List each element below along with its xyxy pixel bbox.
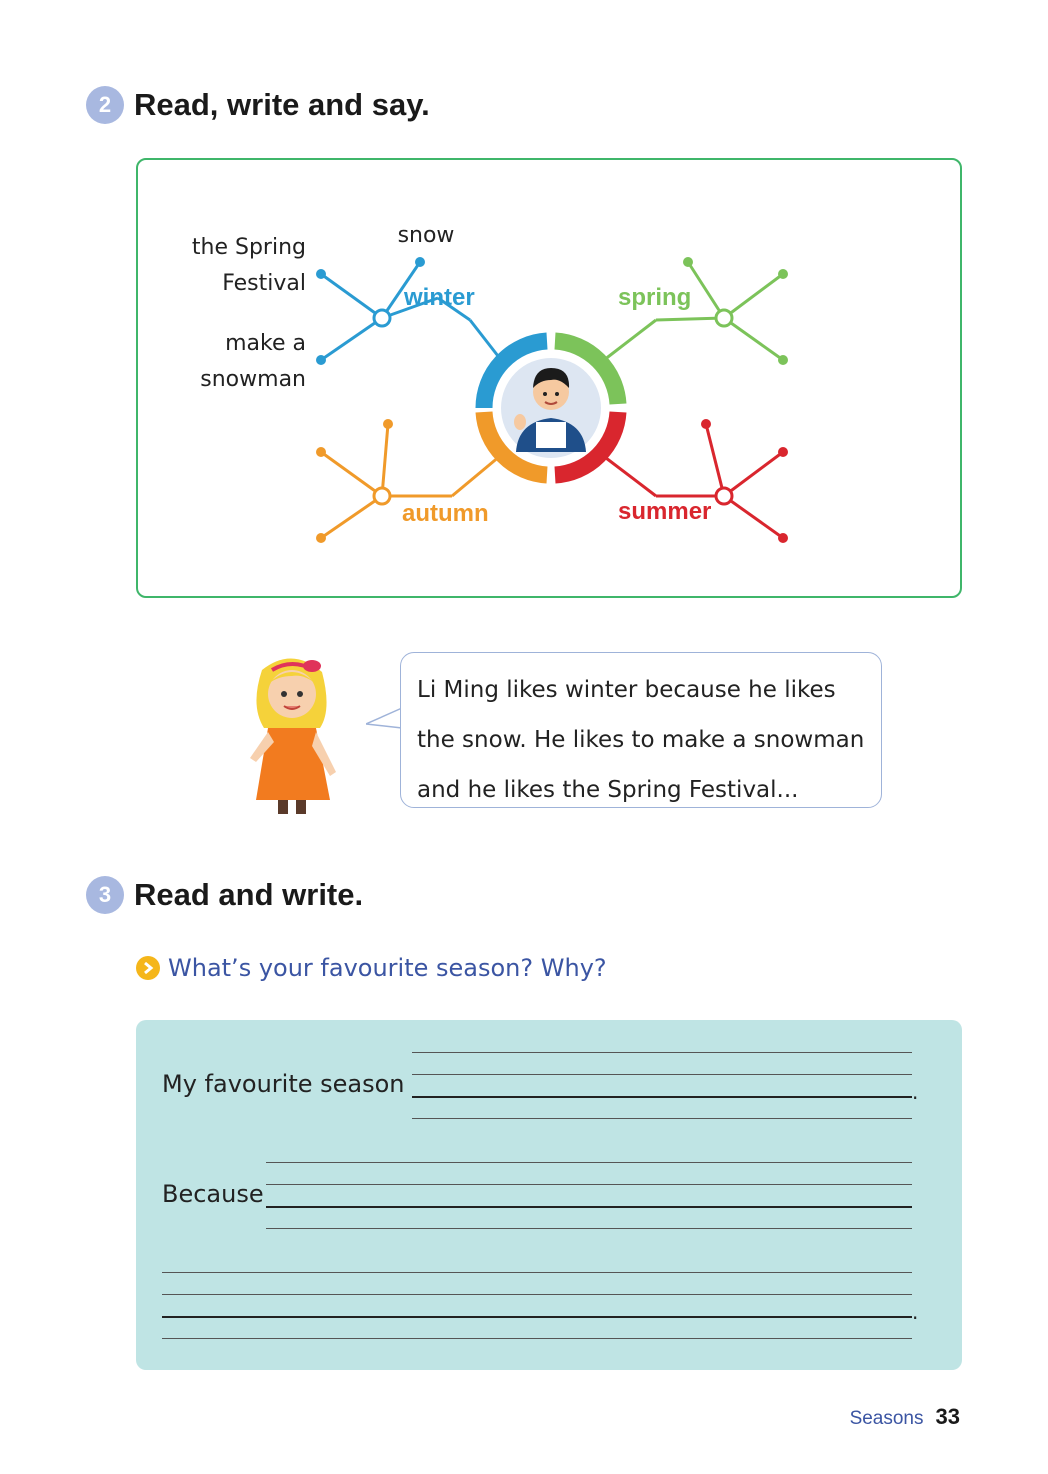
branch-spring-festival-line2: Festival: [222, 271, 306, 296]
writing-line[interactable]: [412, 1118, 912, 1119]
writing-line[interactable]: [412, 1052, 912, 1053]
branch-spring-festival-line1: the Spring: [191, 235, 306, 260]
page-footer: [850, 1404, 960, 1430]
summer-dot: [701, 419, 711, 429]
exercise-number-badge: 3: [86, 876, 124, 914]
favourite-season-label: My favourite season: [162, 1070, 405, 1098]
writing-line[interactable]: [162, 1338, 912, 1339]
girl-illustration-icon: [232, 650, 352, 816]
writing-line[interactable]: [162, 1272, 912, 1273]
speech-line: the snow. He likes to make a snowman: [417, 727, 865, 753]
exercise-title: Read and write.: [134, 877, 364, 912]
question-text: What’s your favourite season? Why?: [168, 954, 607, 982]
autumn-node: [374, 488, 390, 504]
question-prompt: [136, 954, 607, 982]
writing-line[interactable]: [162, 1294, 912, 1295]
writing-line[interactable]: [266, 1228, 912, 1229]
page-number: 33: [935, 1404, 960, 1429]
arrow-right-icon: [136, 956, 160, 980]
speech-line: and he likes the Spring Festival...: [417, 777, 799, 803]
writing-line[interactable]: [412, 1074, 912, 1075]
season-label-spring: spring: [618, 284, 692, 311]
season-label-autumn: autumn: [402, 500, 489, 527]
speech-bubble: [400, 652, 882, 808]
footer-section-title: Seasons: [849, 1408, 924, 1429]
because-label: Because: [162, 1180, 264, 1208]
period-mark: .: [912, 1300, 919, 1324]
winter-dot: [316, 355, 326, 365]
writing-line-main[interactable]: [162, 1316, 912, 1318]
winter-dot: [415, 257, 425, 267]
season-label-summer: summer: [618, 498, 712, 525]
autumn-dot: [316, 447, 326, 457]
autumn-dot: [316, 533, 326, 543]
spring-dot: [778, 269, 788, 279]
summer-dot: [778, 447, 788, 457]
exercise-3-heading: [86, 876, 363, 914]
boy-avatar-icon: [501, 358, 601, 458]
writing-line-main[interactable]: [412, 1096, 912, 1098]
season-label-winter: winter: [404, 284, 475, 311]
branch-snow: snow: [397, 223, 455, 248]
period-mark: .: [912, 1080, 919, 1104]
winter-node: [374, 310, 390, 326]
spring-dot: [778, 355, 788, 365]
autumn-dot: [383, 419, 393, 429]
exercise-number-badge: 2: [86, 86, 124, 124]
spring-node: [716, 310, 732, 326]
branch-make-snowman-line1: make a: [225, 331, 306, 356]
exercise-title: Read, write and say.: [134, 87, 430, 122]
writing-area: [136, 1020, 962, 1370]
exercise-2-heading: [86, 86, 430, 124]
writing-line-main[interactable]: [266, 1206, 912, 1208]
writing-line[interactable]: [266, 1162, 912, 1163]
summer-dot: [778, 533, 788, 543]
spring-dot: [683, 257, 693, 267]
mindmap-panel: [136, 158, 962, 598]
summer-node: [716, 488, 732, 504]
speech-line: Li Ming likes winter because he likes: [417, 677, 836, 703]
branch-make-snowman-line2: snowman: [200, 367, 306, 392]
writing-line[interactable]: [266, 1184, 912, 1185]
winter-dot: [316, 269, 326, 279]
